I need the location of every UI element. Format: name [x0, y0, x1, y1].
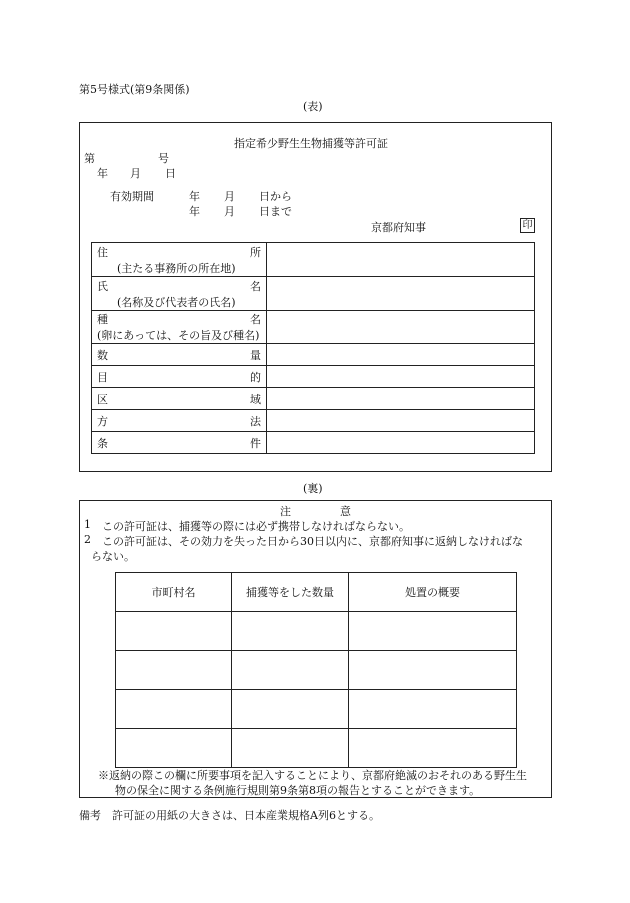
- validity-from-month: 月: [224, 190, 235, 203]
- table-row: [116, 612, 517, 651]
- front-side-label: (表): [303, 100, 323, 113]
- table-row: [92, 410, 535, 432]
- issuer: 京都府知事: [371, 221, 426, 234]
- table-row: [92, 344, 535, 366]
- table-row: [116, 729, 517, 768]
- seal-mark: 印: [520, 218, 535, 233]
- row-label-right: 名: [250, 279, 261, 293]
- date-month: 月: [130, 167, 141, 180]
- table-row: [92, 277, 535, 311]
- quantity-value-cell[interactable]: [267, 344, 535, 366]
- table-row: [92, 311, 535, 344]
- row-label-left: 種: [97, 313, 108, 326]
- notice-heading-right: 意: [340, 505, 351, 518]
- table-cell[interactable]: [349, 729, 517, 768]
- table-row: [116, 651, 517, 690]
- table-cell[interactable]: [232, 612, 349, 651]
- table-cell[interactable]: [232, 651, 349, 690]
- return-report-table: [115, 572, 517, 768]
- validity-label: 有効期間: [110, 190, 154, 203]
- notice-heading-left: 注: [280, 505, 291, 518]
- table-cell[interactable]: [232, 729, 349, 768]
- area-value-cell[interactable]: [267, 388, 535, 410]
- note1-number: 1: [84, 518, 91, 531]
- row-label-sub: (名称及び代表者の氏名): [117, 295, 236, 309]
- table-cell[interactable]: [349, 651, 517, 690]
- row-label-sub: (主たる事務所の所在地): [117, 261, 236, 275]
- row-label-right: 的: [250, 370, 261, 384]
- row-label-left: 氏: [97, 279, 108, 293]
- note2-text-line2: らない。: [91, 550, 135, 563]
- table-cell[interactable]: [116, 612, 232, 651]
- table-row: [92, 243, 535, 277]
- form-label: 第5号様式(第9条関係): [79, 83, 190, 96]
- validity-to-suffix: 日まで: [259, 205, 292, 218]
- address-value-cell[interactable]: [267, 243, 535, 277]
- validity-from-year: 年: [189, 190, 200, 203]
- permit-details-table: [91, 242, 535, 454]
- table-row: [116, 690, 517, 729]
- table-row: [92, 388, 535, 410]
- row-label-left: 方: [97, 414, 108, 428]
- note2-text-line1: この許可証は、その効力を失った日から30日以内に、京都府知事に返納しなければな: [102, 535, 523, 548]
- species-value-cell[interactable]: [267, 311, 535, 344]
- table-cell[interactable]: [349, 612, 517, 651]
- row-label-right: 件: [250, 436, 261, 450]
- table-cell[interactable]: [116, 651, 232, 690]
- note2-number: 2: [84, 533, 91, 546]
- date-year: 年: [97, 167, 108, 180]
- table-cell[interactable]: [116, 729, 232, 768]
- row-label-right: 法: [250, 414, 261, 428]
- row-label-right: 名: [250, 313, 261, 326]
- footnote-line2: 物の保全に関する条例施行規則第9条第8項の報告とすることができます。: [115, 784, 481, 797]
- header-disposal: 処置の概要: [349, 573, 517, 612]
- row-label-right: 所: [250, 245, 261, 259]
- row-label-left: 条: [97, 436, 108, 450]
- date-day: 日: [165, 167, 176, 180]
- name-value-cell[interactable]: [267, 277, 535, 311]
- table-cell[interactable]: [232, 690, 349, 729]
- footnote-line1: ※返納の際この欄に所要事項を記入することにより、京都府絶滅のおそれのある野生生: [98, 769, 527, 782]
- table-header-row: [116, 573, 517, 612]
- validity-to-year: 年: [189, 205, 200, 218]
- table-cell[interactable]: [349, 690, 517, 729]
- row-label-right: 量: [250, 348, 261, 362]
- table-row: [92, 432, 535, 454]
- method-value-cell[interactable]: [267, 410, 535, 432]
- number-suffix: 号: [158, 152, 169, 165]
- validity-from-suffix: 日から: [259, 190, 292, 203]
- validity-to-month: 月: [224, 205, 235, 218]
- purpose-value-cell[interactable]: [267, 366, 535, 388]
- header-quantity: 捕獲等をした数量: [232, 573, 349, 612]
- row-label-left: 目: [97, 370, 108, 384]
- back-side-label: (裏): [303, 482, 323, 495]
- conditions-value-cell[interactable]: [267, 432, 535, 454]
- number-prefix: 第: [84, 152, 95, 165]
- row-label-sub: (卵にあっては、その旨及び種名): [97, 329, 260, 342]
- row-label-right: 域: [250, 392, 261, 406]
- header-municipality: 市町村名: [116, 573, 232, 612]
- table-cell[interactable]: [116, 690, 232, 729]
- row-label-left: 数: [97, 348, 108, 362]
- table-row: [92, 366, 535, 388]
- row-label-left: 住: [97, 245, 108, 259]
- remark: 備考 許可証の用紙の大きさは、日本産業規格A列6とする。: [79, 809, 380, 822]
- permit-title: 指定希少野生生物捕獲等許可証: [234, 137, 388, 150]
- note1-text: この許可証は、捕獲等の際には必ず携帯しなければならない。: [102, 520, 410, 533]
- row-label-left: 区: [97, 392, 108, 406]
